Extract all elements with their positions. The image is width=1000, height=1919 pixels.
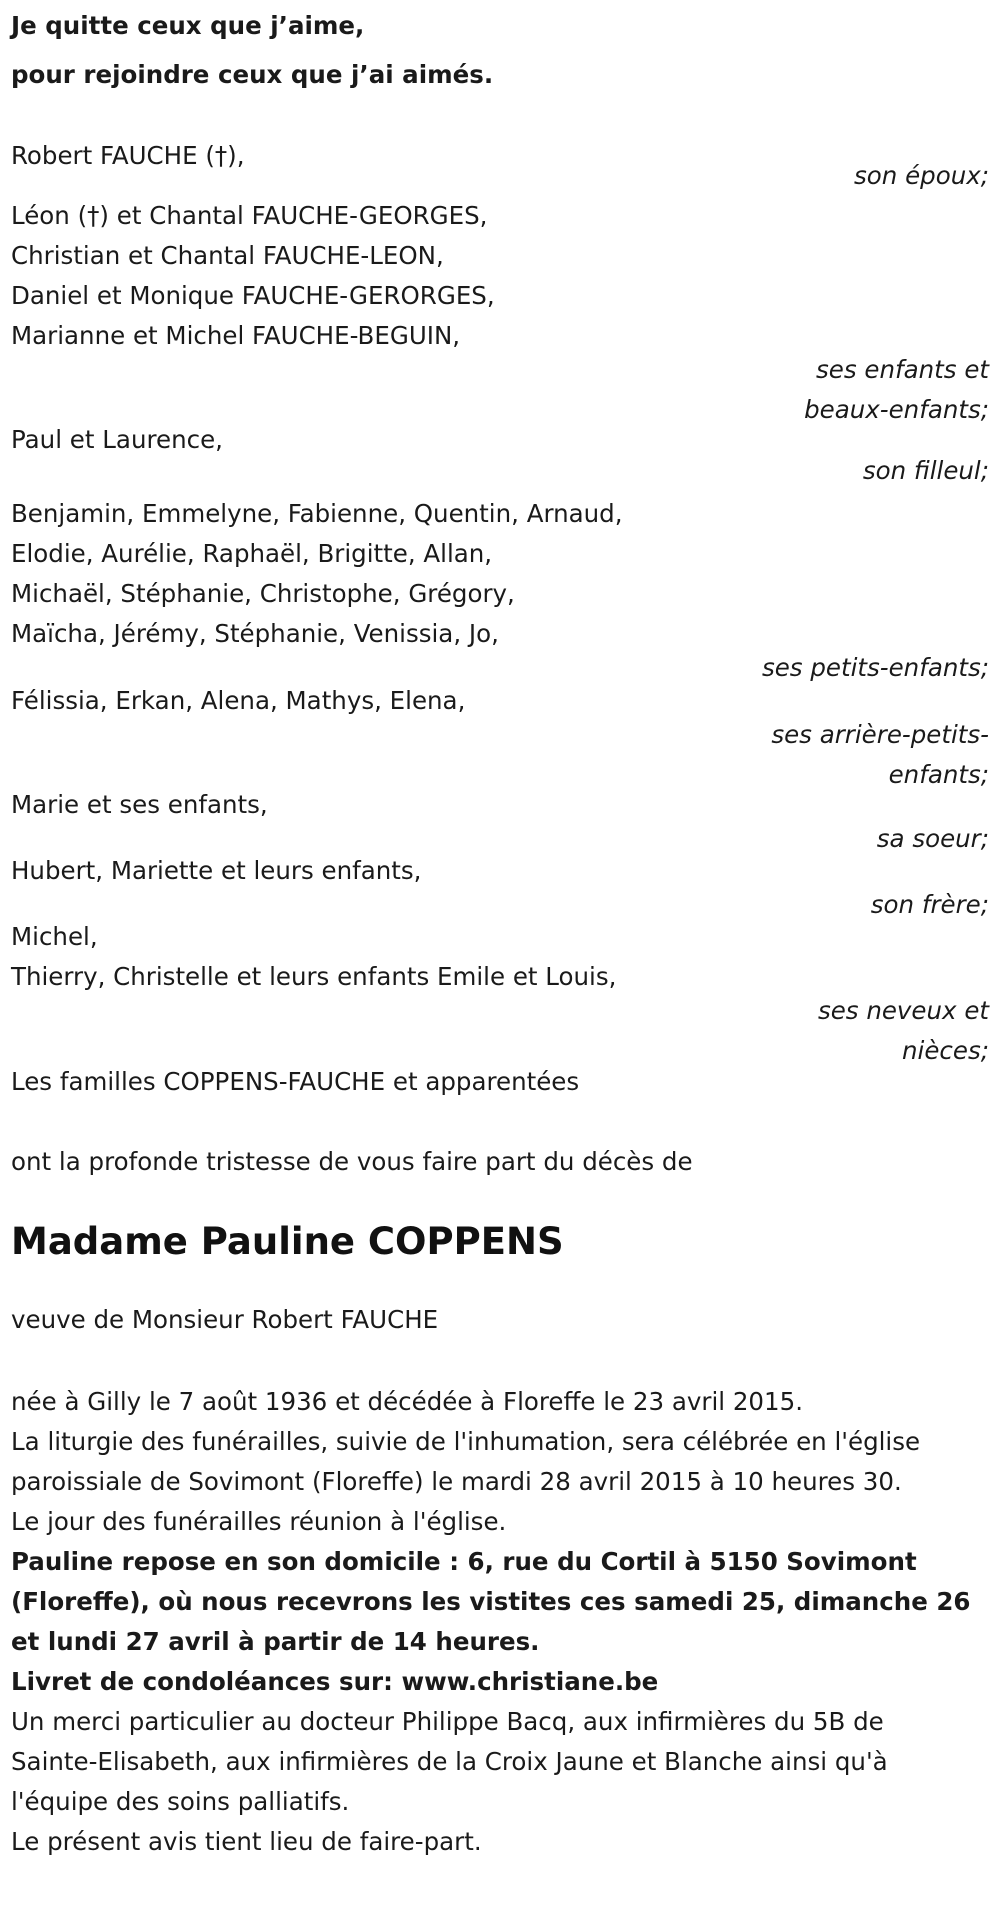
relation-text: son filleul; <box>862 456 989 485</box>
family-names: Marianne et Michel FAUCHE-BEGUIN, <box>11 321 461 350</box>
visits-line: Pauline repose en son domicile : 6, rue du Cortil à 5150 Sovimont <box>11 1547 917 1576</box>
birth-death-line: née à Gilly le 7 août 1936 et décédée à Floreffe le 23 avril 2015. <box>11 1387 803 1416</box>
liturgy-line: paroissiale de Sovimont (Floreffe) le mardi 28 avril 2015 à 10 heures 30. <box>11 1467 902 1496</box>
family-names: Benjamin, Emmelyne, Fabienne, Quentin, Arnaud, <box>11 499 623 528</box>
thanks-line: l'équipe des soins palliatifs. <box>11 1787 350 1816</box>
family-names: Hubert, Mariette et leurs enfants, <box>11 856 422 885</box>
relation-text: nièces; <box>902 1036 989 1065</box>
family-group-brother <box>11 851 989 925</box>
visits-paragraph <box>11 1542 989 1662</box>
family-group-children <box>11 196 989 430</box>
family-names: Michel, <box>11 922 98 951</box>
liturgy-line: La liturgie des funérailles, suivie de l'inhumation, sera célébrée en l'église <box>11 1427 921 1456</box>
visits-line: (Floreffe), où nous recevrons les vistites ces samedi 25, dimanche 26 <box>11 1587 971 1616</box>
family-names: Maïcha, Jérémy, Stéphanie, Venissia, Jo, <box>11 619 499 648</box>
family-group-nephews-nieces <box>11 917 989 1071</box>
family-names: Michaël, Stéphanie, Christophe, Grégory, <box>11 579 515 608</box>
relation-text: enfants; <box>888 760 989 789</box>
family-names: Elodie, Aurélie, Raphaël, Brigitte, Allan, <box>11 539 493 568</box>
reunion-line: Le jour des funérailles réunion à l'église. <box>11 1507 507 1536</box>
relation-text: ses petits-enfants; <box>761 653 989 682</box>
family-names: Daniel et Monique FAUCHE-GERORGES, <box>11 281 495 310</box>
relation-text: ses neveux et <box>817 996 989 1025</box>
family-names: Léon (†) et Chantal FAUCHE-GEORGES, <box>11 201 488 230</box>
relation-text: son époux; <box>854 161 989 190</box>
relation-text: ses arrière-petits- <box>771 720 989 749</box>
relation-text: son frère; <box>870 890 989 919</box>
thanks-line: Sainte-Elisabeth, aux infirmières de la Croix Jaune et Blanche ainsi qu'à <box>11 1747 888 1776</box>
family-group-godson <box>11 420 989 491</box>
relation-label <box>11 991 989 1071</box>
family-names: Robert FAUCHE (†), <box>11 141 245 170</box>
family-names: Christian et Chantal FAUCHE-LEON, <box>11 241 444 270</box>
family-names: Marie et ses enfants, <box>11 790 268 819</box>
family-group-great-grandchildren <box>11 681 989 795</box>
announcement-line: ont la profonde tristesse de vous faire part du décès de <box>11 1147 693 1176</box>
family-names: Félissia, Erkan, Alena, Mathys, Elena, <box>11 686 466 715</box>
family-group-grandchildren <box>11 494 989 688</box>
epigraph-line: Je quitte ceux que j’aime, <box>11 11 365 40</box>
family-names: Thierry, Christelle et leurs enfants Emile et Louis, <box>11 962 617 991</box>
epigraph-line: pour rejoindre ceux que j’ai aimés. <box>11 60 494 89</box>
family-group-spouse <box>11 136 989 196</box>
closing-line: Le présent avis tient lieu de faire-part. <box>11 1827 482 1856</box>
liturgy-paragraph <box>11 1422 989 1502</box>
relation-text: beaux-enfants; <box>804 395 989 424</box>
condolences-line: Livret de condoléances sur: www.christiane.be <box>11 1667 659 1696</box>
relation-label <box>11 350 989 430</box>
family-group-sister <box>11 785 989 859</box>
deceased-name: Madame Pauline COPPENS <box>11 1220 564 1263</box>
epigraph <box>11 0 989 95</box>
visits-line: et lundi 27 avril à partir de 14 heures. <box>11 1627 540 1656</box>
widow-line: veuve de Monsieur Robert FAUCHE <box>11 1305 439 1334</box>
relation-text: ses enfants et <box>816 355 989 384</box>
family-names: Paul et Laurence, <box>11 425 223 454</box>
relation-label <box>11 715 989 795</box>
thanks-paragraph <box>11 1702 989 1822</box>
thanks-line: Un merci particulier au docteur Philippe Bacq, aux infirmières du 5B de <box>11 1707 884 1736</box>
relation-text: sa soeur; <box>876 824 989 853</box>
families-line: Les familles COPPENS-FAUCHE et apparentées <box>11 1067 580 1096</box>
